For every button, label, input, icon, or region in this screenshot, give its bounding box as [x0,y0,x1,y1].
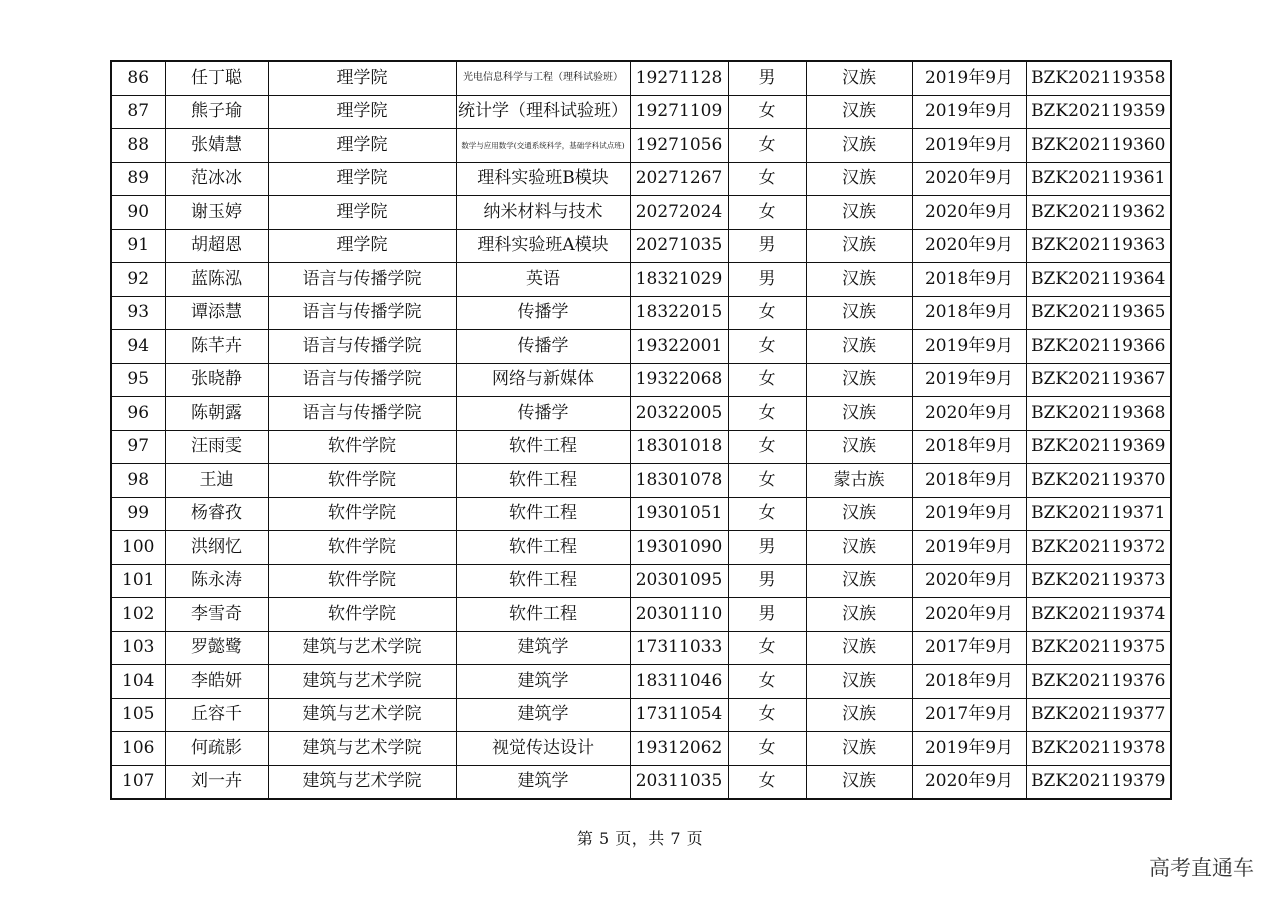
ethnicity-cell: 汉族 [806,196,912,230]
student-id-cell: 19322068 [630,363,728,397]
college-cell: 理学院 [268,61,456,95]
student-id-cell: 18301078 [630,464,728,498]
student-name-cell: 熊子瑜 [165,95,268,129]
gender-cell: 女 [728,430,806,464]
college-cell: 理学院 [268,129,456,163]
table-row [111,497,1171,531]
college-cell: 语言与传播学院 [268,363,456,397]
major-cell: 软件工程 [456,430,630,464]
major-cell: 建筑学 [456,665,630,699]
certificate-number-cell: BZK202119361 [1026,162,1171,196]
student-name-cell: 杨睿孜 [165,497,268,531]
enrollment-date-cell: 2019年9月 [912,732,1026,766]
ethnicity-cell: 汉族 [806,564,912,598]
college-cell: 建筑与艺术学院 [268,631,456,665]
row-number-cell: 107 [111,765,165,799]
gender-cell: 女 [728,296,806,330]
table-row [111,564,1171,598]
student-id-cell: 19271128 [630,61,728,95]
row-number-cell: 92 [111,263,165,297]
student-id-cell: 18301018 [630,430,728,464]
row-number-cell: 100 [111,531,165,565]
certificate-number-cell: BZK202119368 [1026,397,1171,431]
major-cell: 软件工程 [456,464,630,498]
gender-cell: 女 [728,631,806,665]
college-cell: 语言与传播学院 [268,296,456,330]
certificate-number-cell: BZK202119366 [1026,330,1171,364]
enrollment-date-cell: 2018年9月 [912,296,1026,330]
student-id-cell: 19312062 [630,732,728,766]
ethnicity-cell: 汉族 [806,765,912,799]
gender-cell: 女 [728,196,806,230]
ethnicity-cell: 汉族 [806,229,912,263]
ethnicity-cell: 汉族 [806,95,912,129]
row-number-cell: 103 [111,631,165,665]
enrollment-date-cell: 2020年9月 [912,229,1026,263]
certificate-number-cell: BZK202119376 [1026,665,1171,699]
certificate-number-cell: BZK202119373 [1026,564,1171,598]
college-cell: 软件学院 [268,564,456,598]
enrollment-date-cell: 2019年9月 [912,497,1026,531]
student-name-cell: 任丁聪 [165,61,268,95]
student-id-cell: 17311054 [630,698,728,732]
gender-cell: 女 [728,464,806,498]
student-name-cell: 丘容千 [165,698,268,732]
row-number-cell: 104 [111,665,165,699]
row-number-cell: 86 [111,61,165,95]
enrollment-date-cell: 2020年9月 [912,196,1026,230]
student-name-cell: 罗懿鹭 [165,631,268,665]
table-row [111,129,1171,163]
student-name-cell: 李皓妍 [165,665,268,699]
certificate-number-cell: BZK202119362 [1026,196,1171,230]
row-number-cell: 101 [111,564,165,598]
enrollment-date-cell: 2018年9月 [912,665,1026,699]
table-row [111,430,1171,464]
certificate-number-cell: BZK202119377 [1026,698,1171,732]
row-number-cell: 93 [111,296,165,330]
student-id-cell: 17311033 [630,631,728,665]
gender-cell: 女 [728,732,806,766]
table-row [111,263,1171,297]
major-cell: 软件工程 [456,497,630,531]
college-cell: 建筑与艺术学院 [268,732,456,766]
college-cell: 软件学院 [268,464,456,498]
table-row [111,732,1171,766]
enrollment-date-cell: 2017年9月 [912,631,1026,665]
certificate-number-cell: BZK202119364 [1026,263,1171,297]
gender-cell: 男 [728,61,806,95]
student-roster-table [110,60,1172,800]
certificate-number-cell: BZK202119358 [1026,61,1171,95]
college-cell: 建筑与艺术学院 [268,698,456,732]
ethnicity-cell: 汉族 [806,430,912,464]
table-row [111,765,1171,799]
enrollment-date-cell: 2019年9月 [912,61,1026,95]
gender-cell: 男 [728,531,806,565]
gender-cell: 女 [728,765,806,799]
major-cell: 软件工程 [456,564,630,598]
student-id-cell: 20301095 [630,564,728,598]
table-row [111,296,1171,330]
gender-cell: 女 [728,397,806,431]
college-cell: 建筑与艺术学院 [268,665,456,699]
enrollment-date-cell: 2019年9月 [912,363,1026,397]
table-row [111,363,1171,397]
college-cell: 语言与传播学院 [268,263,456,297]
college-cell: 理学院 [268,95,456,129]
row-number-cell: 91 [111,229,165,263]
table-row [111,162,1171,196]
major-cell: 建筑学 [456,765,630,799]
student-name-cell: 蓝陈泓 [165,263,268,297]
ethnicity-cell: 汉族 [806,296,912,330]
gender-cell: 男 [728,598,806,632]
row-number-cell: 96 [111,397,165,431]
college-cell: 软件学院 [268,531,456,565]
college-cell: 语言与传播学院 [268,330,456,364]
enrollment-date-cell: 2020年9月 [912,598,1026,632]
student-id-cell: 19271109 [630,95,728,129]
major-cell: 网络与新媒体 [456,363,630,397]
college-cell: 软件学院 [268,430,456,464]
gender-cell: 女 [728,363,806,397]
student-name-cell: 王迪 [165,464,268,498]
enrollment-date-cell: 2020年9月 [912,765,1026,799]
ethnicity-cell: 汉族 [806,531,912,565]
enrollment-date-cell: 2018年9月 [912,430,1026,464]
row-number-cell: 97 [111,430,165,464]
student-name-cell: 张晓静 [165,363,268,397]
student-name-cell: 洪纲忆 [165,531,268,565]
certificate-number-cell: BZK202119365 [1026,296,1171,330]
enrollment-date-cell: 2020年9月 [912,564,1026,598]
student-id-cell: 18311046 [630,665,728,699]
major-cell: 软件工程 [456,598,630,632]
enrollment-date-cell: 2017年9月 [912,698,1026,732]
student-id-cell: 18322015 [630,296,728,330]
enrollment-date-cell: 2019年9月 [912,531,1026,565]
student-id-cell: 20272024 [630,196,728,230]
ethnicity-cell: 汉族 [806,497,912,531]
page-number: 第 5 页，共 7 页 [576,829,704,848]
row-number-cell: 88 [111,129,165,163]
college-cell: 软件学院 [268,598,456,632]
ethnicity-cell: 汉族 [806,698,912,732]
college-cell: 软件学院 [268,497,456,531]
certificate-number-cell: BZK202119372 [1026,531,1171,565]
row-number-cell: 87 [111,95,165,129]
student-id-cell: 20271035 [630,229,728,263]
major-cell: 建筑学 [456,698,630,732]
table-row [111,698,1171,732]
enrollment-date-cell: 2019年9月 [912,95,1026,129]
major-cell: 光电信息科学与工程（理科试验班） [456,61,630,95]
certificate-number-cell: BZK202119379 [1026,765,1171,799]
ethnicity-cell: 汉族 [806,330,912,364]
enrollment-date-cell: 2020年9月 [912,162,1026,196]
student-id-cell: 19271056 [630,129,728,163]
college-cell: 理学院 [268,196,456,230]
major-cell: 纳米材料与技术 [456,196,630,230]
student-name-cell: 何疏影 [165,732,268,766]
student-id-cell: 20322005 [630,397,728,431]
major-cell: 数学与应用数学(交通系统科学，基础学科试点班) [456,129,630,163]
table-row [111,196,1171,230]
student-name-cell: 陈朝露 [165,397,268,431]
major-cell: 传播学 [456,397,630,431]
major-cell: 建筑学 [456,631,630,665]
major-cell: 传播学 [456,330,630,364]
certificate-number-cell: BZK202119371 [1026,497,1171,531]
student-name-cell: 陈永涛 [165,564,268,598]
row-number-cell: 105 [111,698,165,732]
watermark-text: 高考直通车 [1149,856,1254,880]
certificate-number-cell: BZK202119374 [1026,598,1171,632]
ethnicity-cell: 汉族 [806,363,912,397]
student-name-cell: 汪雨雯 [165,430,268,464]
row-number-cell: 94 [111,330,165,364]
row-number-cell: 95 [111,363,165,397]
major-cell: 软件工程 [456,531,630,565]
student-id-cell: 20301110 [630,598,728,632]
table-row [111,598,1171,632]
gender-cell: 女 [728,162,806,196]
student-name-cell: 李雪奇 [165,598,268,632]
certificate-number-cell: BZK202119370 [1026,464,1171,498]
enrollment-date-cell: 2019年9月 [912,129,1026,163]
ethnicity-cell: 汉族 [806,61,912,95]
student-id-cell: 19322001 [630,330,728,364]
student-id-cell: 18321029 [630,263,728,297]
college-cell: 语言与传播学院 [268,397,456,431]
ethnicity-cell: 蒙古族 [806,464,912,498]
certificate-number-cell: BZK202119359 [1026,95,1171,129]
row-number-cell: 90 [111,196,165,230]
major-cell: 英语 [456,263,630,297]
ethnicity-cell: 汉族 [806,162,912,196]
major-cell: 传播学 [456,296,630,330]
enrollment-date-cell: 2020年9月 [912,397,1026,431]
gender-cell: 女 [728,497,806,531]
table-row [111,665,1171,699]
table-row [111,330,1171,364]
student-id-cell: 20271267 [630,162,728,196]
gender-cell: 女 [728,665,806,699]
gender-cell: 女 [728,95,806,129]
certificate-number-cell: BZK202119363 [1026,229,1171,263]
student-id-cell: 20311035 [630,765,728,799]
college-cell: 建筑与艺术学院 [268,765,456,799]
row-number-cell: 98 [111,464,165,498]
row-number-cell: 99 [111,497,165,531]
student-name-cell: 张婧慧 [165,129,268,163]
enrollment-date-cell: 2018年9月 [912,464,1026,498]
certificate-number-cell: BZK202119367 [1026,363,1171,397]
major-cell: 统计学（理科试验班） [456,95,630,129]
table-row [111,631,1171,665]
ethnicity-cell: 汉族 [806,631,912,665]
roster-body [111,61,1171,799]
certificate-number-cell: BZK202119360 [1026,129,1171,163]
gender-cell: 女 [728,330,806,364]
row-number-cell: 89 [111,162,165,196]
major-cell: 理科实验班A模块 [456,229,630,263]
college-cell: 理学院 [268,229,456,263]
student-id-cell: 19301051 [630,497,728,531]
gender-cell: 男 [728,564,806,598]
major-cell: 视觉传达设计 [456,732,630,766]
ethnicity-cell: 汉族 [806,263,912,297]
student-id-cell: 19301090 [630,531,728,565]
gender-cell: 男 [728,229,806,263]
student-name-cell: 刘一卉 [165,765,268,799]
student-name-cell: 陈芊卉 [165,330,268,364]
student-name-cell: 谭添慧 [165,296,268,330]
table-row [111,61,1171,95]
enrollment-date-cell: 2018年9月 [912,263,1026,297]
ethnicity-cell: 汉族 [806,397,912,431]
ethnicity-cell: 汉族 [806,665,912,699]
row-number-cell: 106 [111,732,165,766]
enrollment-date-cell: 2019年9月 [912,330,1026,364]
student-name-cell: 胡超恩 [165,229,268,263]
row-number-cell: 102 [111,598,165,632]
student-name-cell: 范冰冰 [165,162,268,196]
gender-cell: 女 [728,698,806,732]
major-cell: 理科实验班B模块 [456,162,630,196]
table-row [111,397,1171,431]
college-cell: 理学院 [268,162,456,196]
table-row [111,464,1171,498]
gender-cell: 男 [728,263,806,297]
gender-cell: 女 [728,129,806,163]
table-row [111,229,1171,263]
student-name-cell: 谢玉婷 [165,196,268,230]
table-row [111,95,1171,129]
certificate-number-cell: BZK202119369 [1026,430,1171,464]
certificate-number-cell: BZK202119375 [1026,631,1171,665]
certificate-number-cell: BZK202119378 [1026,732,1171,766]
ethnicity-cell: 汉族 [806,129,912,163]
table-row [111,531,1171,565]
ethnicity-cell: 汉族 [806,598,912,632]
ethnicity-cell: 汉族 [806,732,912,766]
